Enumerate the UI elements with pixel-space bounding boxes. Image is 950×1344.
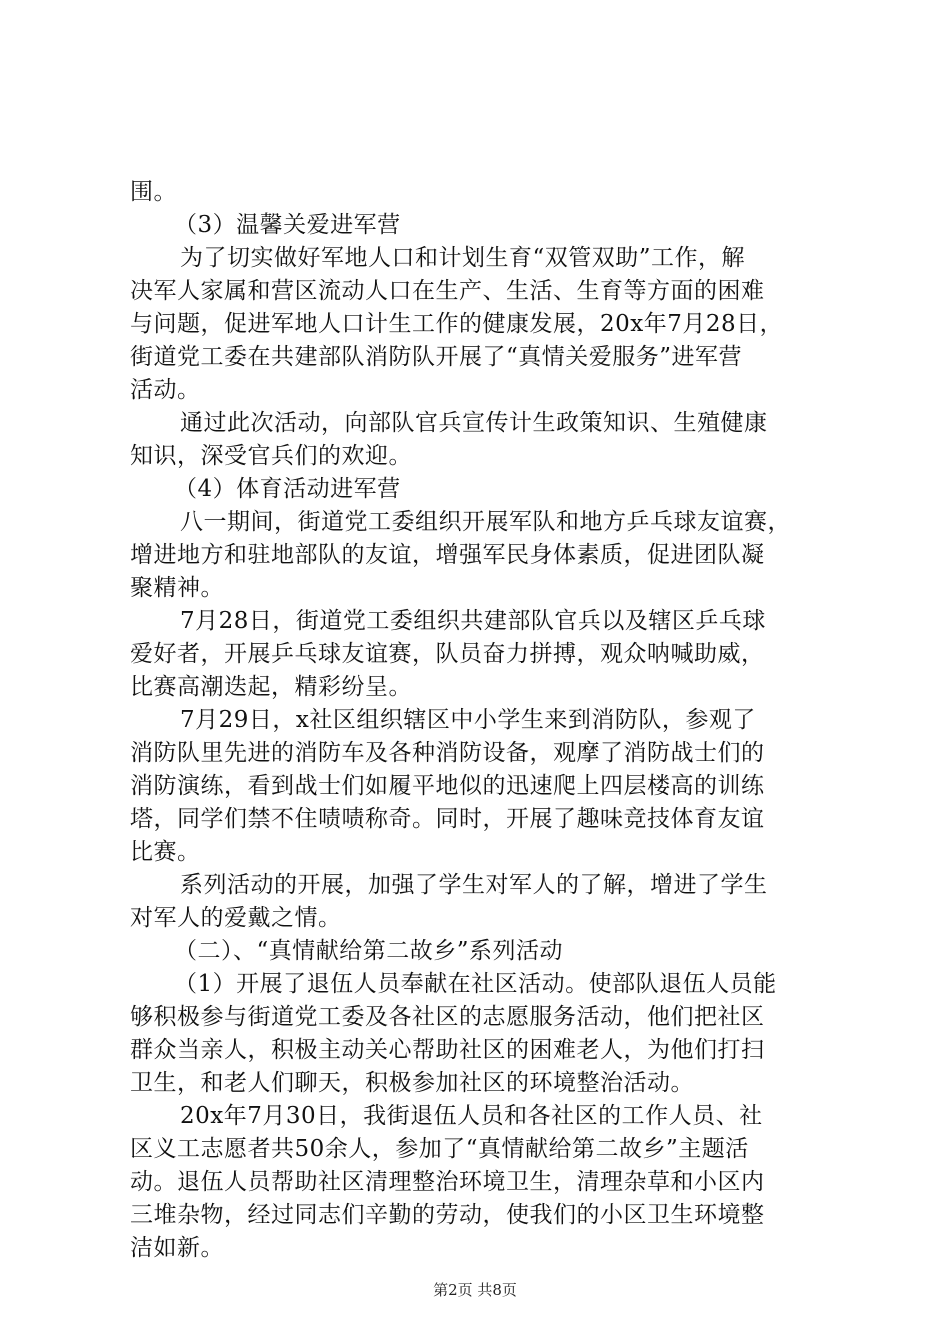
text-line: 围。 [130, 179, 177, 205]
text-line: 活动。 [130, 377, 201, 403]
page-number-footer: 第2页 共8页 [433, 1281, 517, 1299]
text-line: 决军人家属和营区流动人口在生产、生活、生育等方面的困难 [130, 278, 765, 304]
paragraph-first-line: 八一期间，街道党工委组织开展军队和地方乒乓球友谊赛， [180, 509, 791, 535]
section-heading: （3）温馨关爱进军营 [174, 212, 401, 238]
text-line: 增进地方和驻地部队的友谊，增强军民身体素质，促进团队凝 [130, 542, 765, 568]
text-line: 对军人的爱戴之情。 [130, 905, 342, 931]
text-line: 群众当亲人，积极主动关心帮助社区的困难老人，为他们打扫 [130, 1037, 765, 1063]
paragraph-first-line: 20x年7月30日，我街退伍人员和各社区的工作人员、社 [180, 1103, 763, 1129]
text-line: 知识，深受官兵们的欢迎。 [130, 443, 412, 469]
paragraph-first-line: 为了切实做好军地人口和计划生育“双管双助”工作，解 [180, 245, 746, 271]
section-heading: （二）、“真情献给第二故乡”系列活动 [174, 938, 564, 964]
text-line: 爱好者，开展乒乓球友谊赛，队员奋力拼搏，观众呐喊助威， [130, 641, 765, 667]
text-line: 街道党工委在共建部队消防队开展了“真情关爱服务”进军营 [130, 344, 743, 370]
text-line: 动。退伍人员帮助社区清理整治环境卫生，清理杂草和小区内 [130, 1169, 765, 1195]
text-line: 洁如新。 [130, 1235, 224, 1261]
paragraph-first-line: 7月28日，街道党工委组织共建部队官兵以及辖区乒乓球 [180, 608, 766, 634]
text-line: 比赛高潮迭起，精彩纷呈。 [130, 674, 412, 700]
paragraph-first-line: （1）开展了退伍人员奉献在社区活动。使部队退伍人员能 [174, 971, 777, 997]
text-line: 卫生，和老人们聊天，积极参加社区的环境整治活动。 [130, 1070, 694, 1096]
text-line: 消防队里先进的消防车及各种消防设备，观摩了消防战士们的 [130, 740, 765, 766]
text-line: 够积极参与街道党工委及各社区的志愿服务活动，他们把社区 [130, 1004, 765, 1030]
paragraph-first-line: 通过此次活动，向部队官兵宣传计生政策知识、生殖健康 [180, 410, 768, 436]
section-heading: （4）体育活动进军营 [174, 476, 401, 502]
paragraph-first-line: 7月29日，x社区组织辖区中小学生来到消防队，参观了 [180, 707, 756, 733]
text-line: 聚精神。 [130, 575, 224, 601]
text-line: 消防演练，看到战士们如履平地似的迅速爬上四层楼高的训练 [130, 773, 765, 799]
text-line: 与问题，促进军地人口计生工作的健康发展，20x年7月28日， [130, 311, 784, 337]
text-line: 区义工志愿者共50余人，参加了“真情献给第二故乡”主题活 [130, 1136, 749, 1162]
text-line: 三堆杂物，经过同志们辛勤的劳动，使我们的小区卫生环境整 [130, 1202, 765, 1228]
text-line: 塔，同学们禁不住啧啧称奇。同时，开展了趣味竞技体育友谊 [130, 806, 765, 832]
paragraph-first-line: 系列活动的开展，加强了学生对军人的了解，增进了学生 [180, 872, 768, 898]
text-line: 比赛。 [130, 839, 201, 865]
